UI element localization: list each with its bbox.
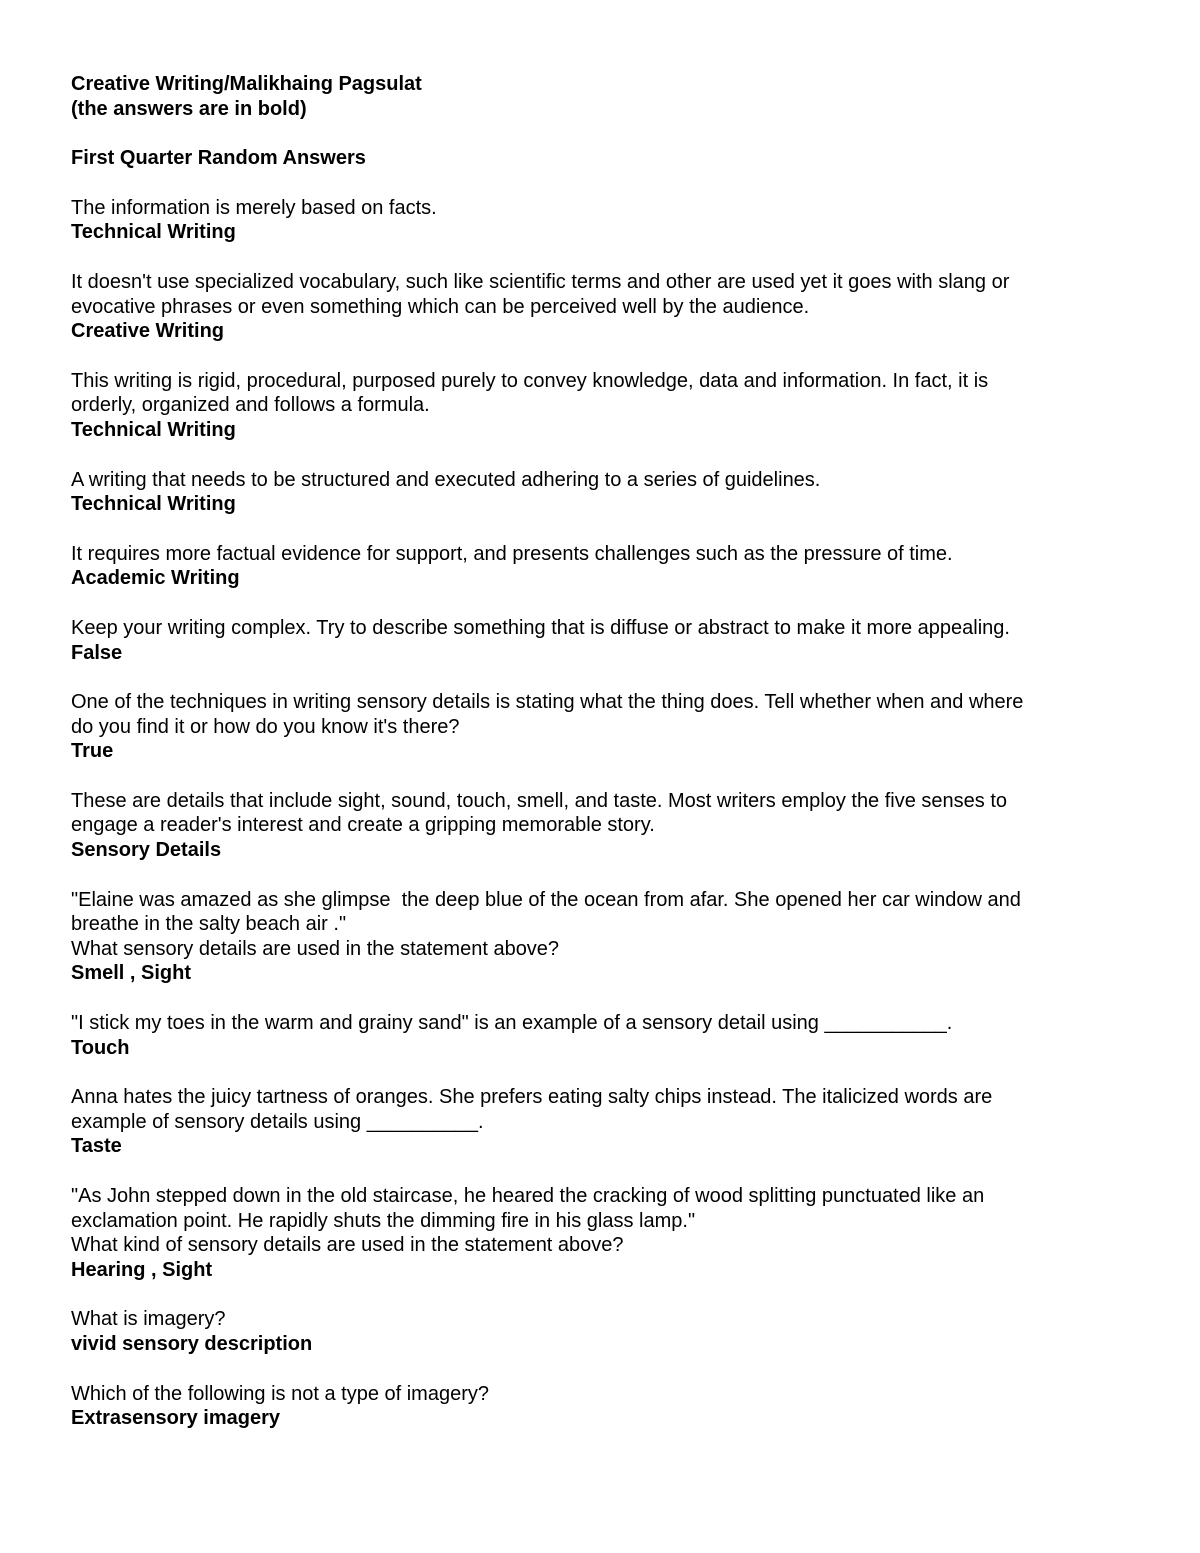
spacer	[71, 1357, 1131, 1382]
spacer	[71, 1159, 1131, 1184]
answer-text: Technical Writing	[71, 418, 236, 441]
question-line: orderly, organized and follows a formula.	[71, 394, 430, 417]
qa-item	[71, 1011, 1131, 1085]
qa-item	[71, 270, 1131, 369]
question-line: example of sensory details using __________.	[71, 1110, 484, 1133]
question-line: The information is merely based on facts.	[71, 196, 437, 219]
question-line: exclamation point. He rapidly shuts the dimming fire in his glass lamp."	[71, 1209, 696, 1232]
answer-text: Hearing , Sight	[71, 1258, 213, 1281]
spacer	[71, 591, 1131, 616]
answer-text: Sensory Details	[71, 839, 222, 862]
answer-text: False	[71, 641, 123, 664]
qa-item	[71, 888, 1131, 1011]
qa-item	[71, 1085, 1131, 1184]
qa-item	[71, 1307, 1131, 1381]
answer-text: Academic Writing	[71, 567, 240, 590]
qa-item	[71, 789, 1131, 888]
question-line: Anna hates the juicy tartness of oranges. She prefers eating salty chips instead. The italicized words are	[71, 1086, 993, 1109]
spacer	[71, 171, 1131, 196]
question-line: A writing that needs to be structured and executed adhering to a series of guidelines.	[71, 468, 821, 491]
document-subtitle: (the answers are in bold)	[71, 97, 307, 120]
question-line: "I stick my toes in the warm and grainy sand" is an example of a sensory detail using ___________.	[71, 1012, 953, 1035]
question-line: This writing is rigid, procedural, purposed purely to convey knowledge, data and information. In fact, it is	[71, 369, 989, 392]
qa-item	[71, 690, 1131, 789]
question-line: These are details that include sight, sound, touch, smell, and taste. Most writers employ the five senses to	[71, 789, 1008, 812]
question-line: "As John stepped down in the old staircase, he heared the cracking of wood splitting punctuated like an	[71, 1185, 985, 1207]
question-line: engage a reader's interest and create a gripping memorable story.	[71, 814, 655, 837]
qa-item	[71, 468, 1131, 542]
question-line: do you find it or how do you know it's there?	[71, 715, 460, 738]
answer-text: vivid sensory description	[71, 1332, 313, 1355]
question-line: What kind of sensory details are used in the statement above?	[71, 1234, 624, 1257]
spacer	[71, 517, 1131, 542]
answer-text: Extrasensory imagery	[71, 1407, 281, 1430]
question-line: It requires more factual evidence for support, and presents challenges such as the pressure of time.	[71, 542, 953, 565]
qa-item	[71, 1382, 1131, 1431]
spacer	[71, 986, 1131, 1011]
question-line: Which of the following is not a type of imagery?	[71, 1382, 489, 1405]
qa-item	[71, 196, 1131, 270]
question-line: One of the techniques in writing sensory details is stating what the thing does. Tell whether when and where	[71, 691, 1024, 714]
spacer	[71, 863, 1131, 888]
answer-text: Creative Writing	[71, 320, 224, 343]
spacer	[71, 665, 1131, 690]
spacer	[71, 764, 1131, 789]
qa-item	[71, 1184, 1131, 1307]
qa-item	[71, 369, 1131, 468]
spacer	[71, 245, 1131, 270]
question-line: evocative phrases or even something which can be perceived well by the audience.	[71, 295, 810, 318]
answer-text: True	[71, 740, 114, 763]
question-line: breathe in the salty beach air ."	[71, 913, 347, 936]
answer-text: Technical Writing	[71, 221, 236, 244]
spacer	[71, 1282, 1131, 1307]
answer-text: Taste	[71, 1135, 122, 1158]
spacer	[71, 1060, 1131, 1085]
spacer	[71, 121, 1131, 146]
question-answer-list	[71, 196, 1131, 1431]
question-line: What sensory details are used in the statement above?	[71, 937, 560, 960]
spacer	[71, 443, 1131, 468]
spacer	[71, 344, 1131, 369]
qa-item	[71, 616, 1131, 690]
answer-text: Technical Writing	[71, 493, 236, 516]
answer-text: Smell , Sight	[71, 962, 192, 985]
answer-text: Touch	[71, 1036, 130, 1059]
question-line: It doesn't use specialized vocabulary, such like scientific terms and other are used yet it goes with slang or	[71, 270, 1010, 293]
document-title: Creative Writing/Malikhaing Pagsulat	[71, 73, 422, 95]
question-line: What is imagery?	[71, 1308, 226, 1331]
document-page	[71, 72, 1131, 1431]
question-line: "Elaine was amazed as she glimpse the deep blue of the ocean from afar. She opened her car window and	[71, 888, 1021, 911]
section-heading: First Quarter Random Answers	[71, 147, 366, 170]
qa-item	[71, 542, 1131, 616]
question-line: Keep your writing complex. Try to describe something that is diffuse or abstract to make it more appealing.	[71, 616, 1010, 639]
